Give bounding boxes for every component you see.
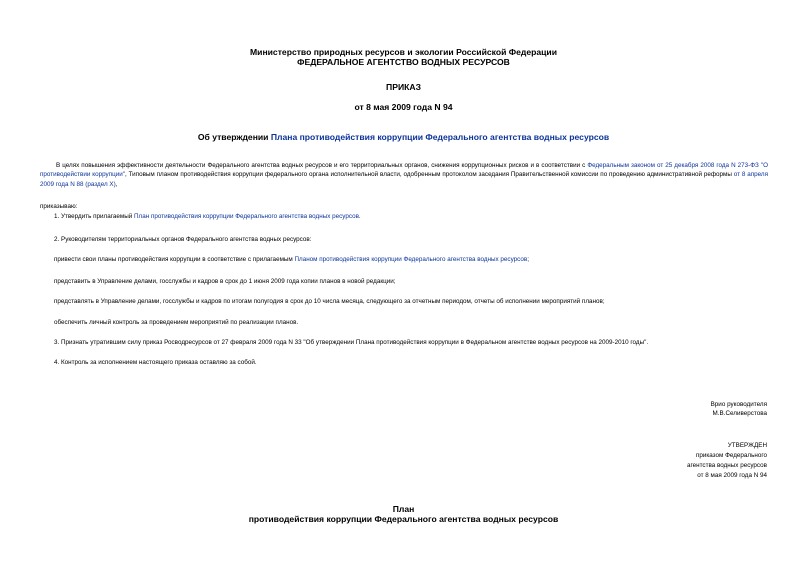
document-title	[0, 132, 807, 142]
approval-line-2: приказом Федерального	[695, 452, 767, 459]
item-3: 3. Признать утратившим силу приказ Росводресурсов от 27 февраля 2009 года N 33 "Об утверждении Плана противодействия коррупции в Федеральном агентстве водных ресурсов на 2009-2010 годы".	[54, 339, 649, 346]
item-2: 2. Руководителям территориальных органов Федерального агентства водных ресурсов:	[54, 236, 312, 243]
item-2d: обеспечить личный контроль за проведением мероприятий по реализации планов.	[54, 319, 299, 326]
ministry-name: Министерство природных ресурсов и экологии Российской Федерации	[250, 47, 557, 57]
item-1-plan-link[interactable]: План противодействия коррупции Федерального агентства водных ресурсов	[134, 213, 359, 220]
title-plan-link[interactable]: Плана противодействия коррупции Федерального агентства водных ресурсов	[270, 132, 610, 142]
approval-line-1: УТВЕРЖДЕН	[727, 442, 767, 449]
item-2c: представлять в Управление делами, госслужбы и кадров по итогам полугодия в срок до 10 числа месяца, следующего за отчетным периодом, отчеты об исполнении мероприятий планов;	[54, 298, 605, 305]
signature-name: М.В.Селиверстова	[712, 410, 767, 417]
item-2b: представить в Управление делами, госслужбы и кадров в срок до 1 июня 2009 года копии планов в новой редакции;	[54, 278, 396, 285]
document-type: ПРИКАЗ	[386, 82, 421, 92]
item-4: 4. Контроль за исполнением настоящего приказа оставляю за собой.	[54, 359, 257, 366]
item-1	[54, 212, 361, 221]
federal-law-link[interactable]: Федеральным законом от 25 декабря 2008 года N 273-ФЗ "О противодействии коррупции"	[40, 162, 768, 179]
agency-name: ФЕДЕРАЛЬНОЕ АГЕНТСТВО ВОДНЫХ РЕСУРСОВ	[297, 57, 510, 67]
item-1-suffix: .	[358, 213, 361, 220]
order-word: приказываю:	[40, 203, 78, 210]
intro-text-1: В целях повышения эффективности деятельности Федерального агентства водных ресурсов и его территориальных органов, снижения коррупционных рисков и в соответствии с	[56, 162, 588, 169]
document-date: от 8 мая 2009 года N 94	[354, 102, 453, 112]
intro-text-2: , Типовым планом противодействия коррупции федерального органа исполнительной власти, одобренным протоколом заседания Правительственной комиссии по проведению административной реформы	[124, 171, 734, 179]
plan-title: План	[392, 504, 415, 514]
item-2a-plan-link[interactable]: Планом противодействия коррупции Федерального агентства водных ресурсов	[294, 256, 528, 263]
plan-subtitle: противодействия коррупции Федерального агентства водных ресурсов	[248, 514, 559, 524]
signature-role: Врио руководителя	[710, 401, 767, 408]
approval-line-3: агентства водных ресурсов	[686, 462, 767, 469]
approval-line-4: от 8 мая 2009 года N 94	[697, 472, 767, 479]
item-2a-suffix: ;	[527, 256, 529, 263]
item-2a-prefix: привести свои планы противодействия коррупции в соответствие с прилагаемым	[54, 256, 295, 263]
title-prefix: Об утверждении	[197, 132, 271, 142]
item-2a	[54, 255, 529, 264]
protocol-link[interactable]: от 8 апреля 2009 года N 88 (раздел X)	[40, 171, 769, 188]
intro-paragraph	[40, 161, 768, 189]
intro-text-3: ,	[115, 180, 118, 188]
item-1-prefix: 1. Утвердить прилагаемый	[54, 213, 135, 220]
